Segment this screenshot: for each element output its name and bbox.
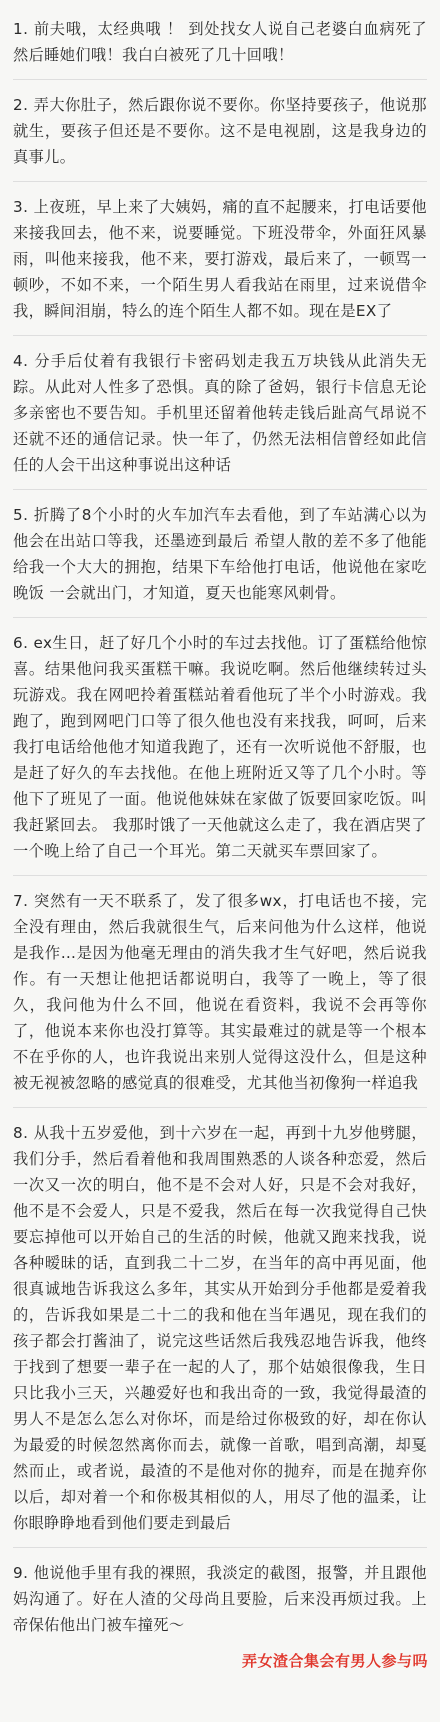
divider <box>13 1107 427 1108</box>
divider <box>13 489 427 490</box>
story-8: 8. 从我十五岁爱他，到十六岁在一起，再到十九岁他劈腿，我们分手，然后看着他和我周围熟悉的人谈各种恋爱，然后一次又一次的明白，他不是不会对人好，只是不会对我好，他不是不会爱人，只是不爱我，然后在每一次我觉得自己快要忘掉他可以开始自己的生活的时候，他就又跑来找我，说各种暧昧的话，直到我二十二岁，在当年的高中再见面，他很真诚地告诉我这么多年，其实从开始到分手他都是爱着我的，告诉我如果是二十二的我和他在当年遇见，现在我们的孩子都会打酱油了，说完这些话然后我残忍地告诉我，他终于找到了想要一辈子在一起的人了，那个姑娘很像我，生日只比我小三天，兴趣爱好也和我出奇的一致，我觉得最渣的男人不是怎么怎么对你坏，而是给过你极致的好，却在你认为最爱的时候忽然离你而去，就像一首歌，唱到高潮，却戛然而止，或者说，最渣的不是他对你的抛弃，而是在抛弃你以后，却对着一个和你极其相似的人，用尽了他的温柔，让你眼睁睁地看到他们要走到最后 <box>13 1124 427 1532</box>
divider <box>13 617 427 618</box>
story-2: 2. 弄大你肚子，然后跟你说不要你。你坚持要孩子，他说那就生，要孩子但还是不要你。这不是电视剧，这是我身边的真事儿。 <box>13 96 427 166</box>
divider <box>13 79 427 80</box>
divider <box>13 335 427 336</box>
story-4: 4. 分手后仗着有我银行卡密码划走我五万块钱从此消失无踪。从此对人性多了恐惧。真的除了爸妈，银行卡信息无论多亲密也不要告知。手机里还留着他转走钱后趾高气昂说不还就不还的通信记录。快一年了，仍然无法相信曾经如此信任的人会干出这种事说出这种话 <box>13 352 427 474</box>
story-1: 1. 前夫哦，太经典哦 ！ 到处找女人说自己老婆白血病死了然后睡她们哦！我白白被死了几十回哦！ <box>13 20 427 64</box>
footer-caption: 弄女渣合集会有男人参与吗 <box>241 1652 428 1670</box>
story-7: 7. 突然有一天不联系了，发了很多wx，打电话也不接，完全没有理由，然后我就很生气，后来问他为什么这样，他说是我作…是因为他毫无理由的消失我才生气好吧，然后说我作。有一天想让他把话都说明白，我等了一晚上，等了很久，我问他为什么不回，他说在看资料，我说不会再等你了，他说本来你也没打算等。其实最难过的就是等一个根本不在乎你的人，也许我说出来别人觉得这没什么，但是这种被无视被忽略的感觉真的很难受，尤其他当初像狗一样追我 <box>13 892 427 1092</box>
story-5: 5. 折腾了8个小时的火车加汽车去看他，到了车站满心以为他会在出站口等我，还墨迹到最后 希望人散的差不多了他能给我一个大大的拥抱，结果下车给他打电话，他说他在家吃晚饭 一会就出门，才知道，夏天也能寒风刺骨。 <box>13 506 427 602</box>
story-3: 3. 上夜班，早上来了大姨妈，痛的直不起腰来，打电话要他来接我回去，他不来，说要睡觉。下班没带伞，外面狂风暴雨，叫他来接我，他不来，要打游戏，最后来了，一顿骂一顿吵，不如不来，一个陌生男人看我站在雨里，过来说借伞我，瞬间泪崩，特么的连个陌生人都不如。现在是EX了 <box>13 198 427 320</box>
story-6: 6. ex生日，赶了好几个小时的车过去找他。订了蛋糕给他惊喜。结果他问我买蛋糕干嘛。我说吃啊。然后他继续转过头玩游戏。我在网吧拎着蛋糕站着看他玩了半个小时游戏。我跑了，跑到网吧门口等了很久他也没有来找我，呵呵，后来我打电话给他他才知道我跑了，还有一次听说他不舒服，也是赶了好久的车去找他。在他上班附近又等了几个小时。等他下了班见了一面。他说他妹妹在家做了饭要回家吃饭。叫我赶紧回去。 我那时饿了一天他就这么走了，我在酒店哭了一个晚上给了自己一个耳光。第二天就买车票回家了。 <box>13 634 427 860</box>
divider <box>13 181 427 182</box>
divider <box>13 1547 427 1548</box>
divider <box>13 875 427 876</box>
story-9: 9. 他说他手里有我的裸照，我淡定的截图，报警，并且跟他妈沟通了。好在人渣的父母尚且要脸，后来没再烦过我。上帝保佑他出门被车撞死～ <box>13 1564 427 1634</box>
